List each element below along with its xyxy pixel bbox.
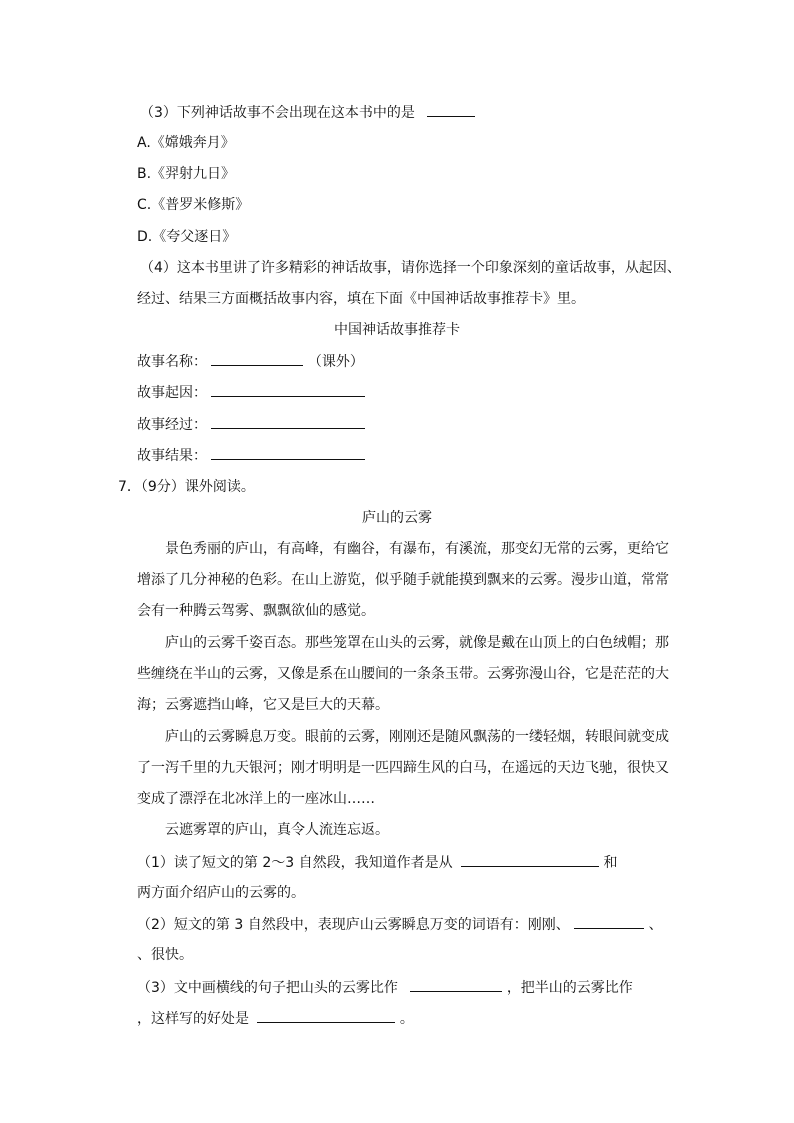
option-b: B.《羿射九日》 <box>137 166 236 182</box>
paragraph-1-line-1: 景色秀丽的庐山，有高峰，有幽谷，有瀑布，有溪流，那变幻无常的云雾，更给它 <box>165 541 669 557</box>
card-process-row <box>137 414 365 435</box>
q6-part4-line2: 经过、结果三方面概括故事内容，填在下面《中国神话故事推荐卡》里。 <box>137 291 585 307</box>
q7-sub2-prompt: （2）短文的第 3 自然段中，表现庐山云雾瞬息万变的词语有：刚刚、 <box>137 917 570 933</box>
q7-sub2-line1 <box>137 914 663 935</box>
q7-sub2-line2: 、很快。 <box>137 947 193 963</box>
q7-sub3-blank-1[interactable] <box>410 977 502 992</box>
card-process-blank[interactable] <box>211 414 365 429</box>
card-cause-blank[interactable] <box>211 382 365 397</box>
q7-sub3-line2 <box>137 1008 414 1029</box>
q7-sub2-blank[interactable] <box>574 914 644 929</box>
card-name-label: 故事名称： <box>137 354 207 370</box>
q7-sub3-mid: ，把半山的云雾比作 <box>506 980 633 996</box>
card-process-label: 故事经过： <box>137 417 207 433</box>
card-cause-row <box>137 382 365 403</box>
q7-sub1-line2: 两方面介绍庐山的云雾的。 <box>137 885 305 901</box>
card-cause-label: 故事起因： <box>137 385 207 401</box>
q6-part3-answer-blank[interactable] <box>427 102 475 117</box>
paragraph-3-line-2: 了一泻千里的九天银河；刚才明明是一匹四蹄生风的白马，在遥远的天边飞驰，很快又 <box>137 760 669 776</box>
option-d: D.《夸父逐日》 <box>137 229 237 245</box>
q7-sub3-benefit-prompt: ，这样写的好处是 <box>137 1011 249 1027</box>
paragraph-1-line-2: 增添了几分神秘的色彩。在山上游览，似乎随手就能摸到飘来的云雾。漫步山道，常常 <box>137 572 669 588</box>
article-title: 庐山的云雾 <box>362 510 432 526</box>
q7-sub2-separator: 、 <box>648 917 663 933</box>
card-name-row <box>137 351 364 372</box>
q7-header: 7．（9分）课外阅读。 <box>118 479 255 495</box>
card-name-blank[interactable] <box>211 351 303 366</box>
q7-sub1-and: 和 <box>603 855 618 871</box>
q6-part3-prompt: （3）下列神话故事不会出现在这本书中的是 <box>140 105 415 121</box>
option-c: C.《普罗米修斯》 <box>137 197 250 213</box>
card-result-label: 故事结果： <box>137 448 207 464</box>
q7-sub3-end: 。 <box>399 1011 414 1027</box>
q7-sub3-line1 <box>137 977 633 998</box>
card-result-row <box>137 445 365 466</box>
card-title: 中国神话故事推荐卡 <box>334 322 460 338</box>
q7-sub3-prompt: （3）文中画横线的句子把山头的云雾比作 <box>137 980 398 996</box>
q6-part4-line1: （4）这本书里讲了许多精彩的神话故事，请你选择一个印象深刻的童话故事，从起因、 <box>140 260 681 276</box>
card-result-blank[interactable] <box>211 445 365 460</box>
q6-part3-prompt-line <box>140 102 475 123</box>
q7-sub1-blank[interactable] <box>461 852 599 867</box>
q7-sub3-blank-2[interactable] <box>257 1008 395 1023</box>
q7-sub1-prompt: （1）读了短文的第 2～3 自然段，我知道作者是从 <box>137 855 453 871</box>
paragraph-2-line-3: 海；云雾遮挡山峰，它又是巨大的天幕。 <box>137 697 389 713</box>
q7-sub1-line1 <box>137 852 618 873</box>
paragraph-1-line-3: 会有一种腾云驾雾、飘飘欲仙的感觉。 <box>137 603 375 619</box>
paragraph-4-line-1: 云遮雾罩的庐山，真令人流连忘返。 <box>165 822 389 838</box>
paragraph-2-line-1: 庐山的云雾千姿百态。那些笼罩在山头的云雾，就像是戴在山顶上的白色绒帽；那 <box>165 635 669 651</box>
paragraph-2-line-2: 些缠绕在半山的云雾，又像是系在山腰间的一条条玉带。云雾弥漫山谷，它是茫茫的大 <box>137 666 669 682</box>
paragraph-3-line-3: 变成了漂浮在北冰洋上的一座冰山…… <box>137 791 375 807</box>
paragraph-3-line-1: 庐山的云雾瞬息万变。眼前的云雾，刚刚还是随风飘荡的一缕轻烟，转眼间就变成 <box>165 729 669 745</box>
option-a: A.《嫦娥奔月》 <box>137 135 235 151</box>
card-name-suffix: （课外） <box>307 354 364 370</box>
